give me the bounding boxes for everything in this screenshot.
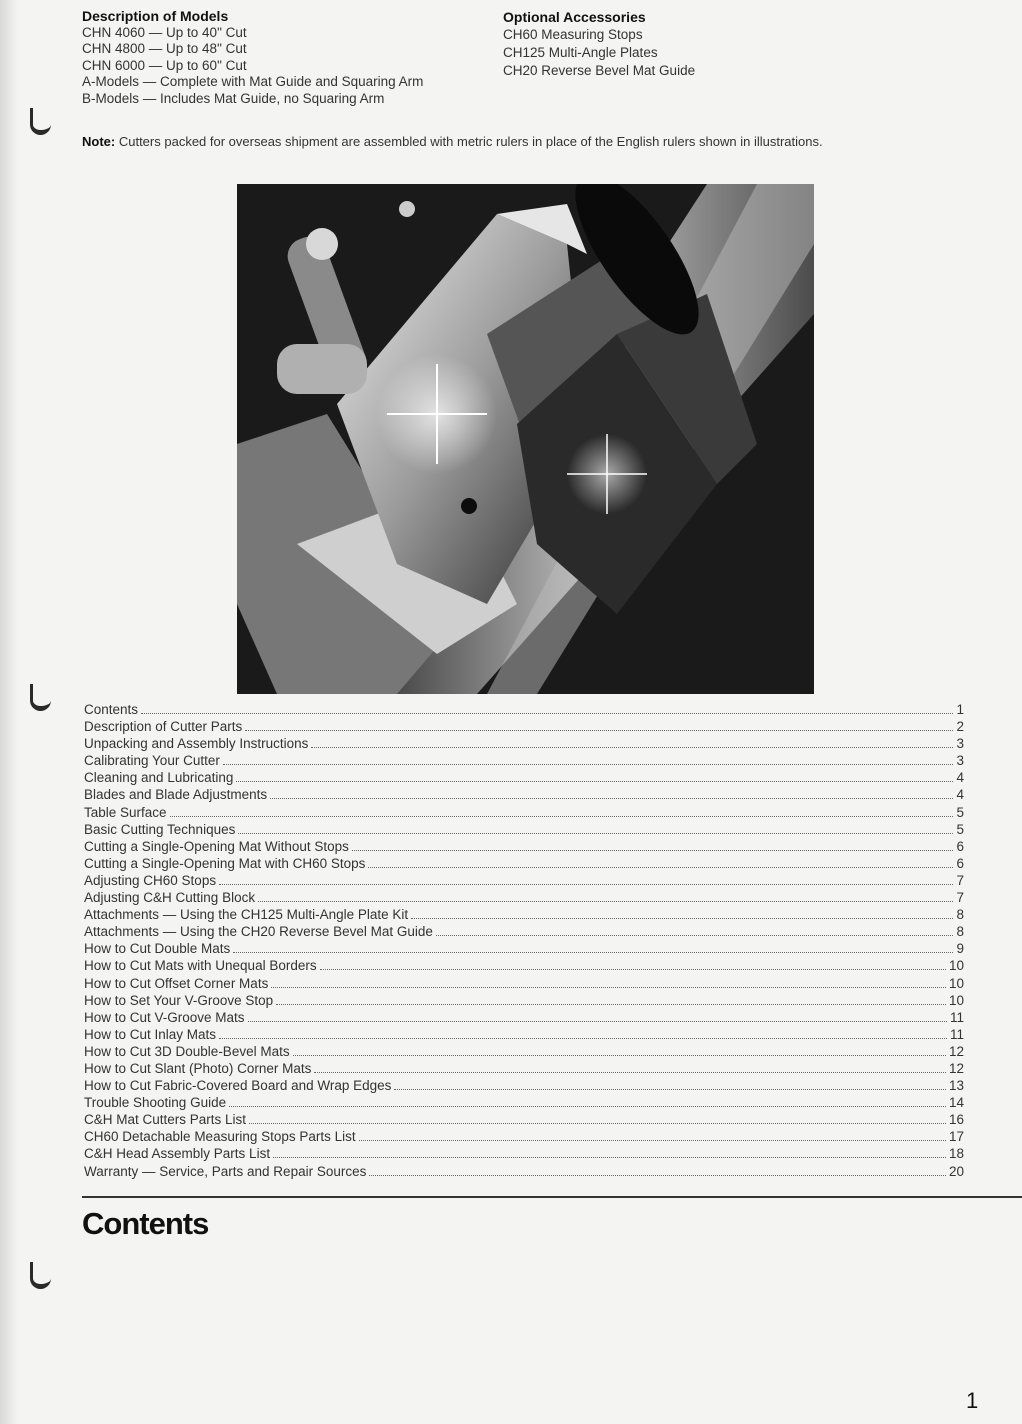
toc-entry[interactable]: [84, 1043, 964, 1060]
toc-title: Cutting a Single-Opening Mat Without Stops: [84, 838, 349, 854]
model-line: CHN 4060 — Up to 40" Cut: [82, 24, 247, 40]
toc-entry[interactable]: [84, 1077, 964, 1094]
toc-title: How to Cut V-Groove Mats: [84, 1009, 245, 1025]
punch-hole-mark: [30, 108, 51, 135]
toc-entry[interactable]: [84, 1026, 964, 1043]
toc-leader-dots: [311, 747, 953, 748]
toc-leader-dots: [352, 850, 954, 851]
cutter-head-photo: [237, 184, 814, 694]
toc-entry[interactable]: [84, 735, 964, 752]
punch-hole-mark: [30, 1262, 51, 1289]
models-description: [82, 8, 482, 107]
toc-page: 5: [956, 821, 964, 837]
toc-entry[interactable]: [84, 1145, 964, 1162]
binding-edge: [0, 0, 18, 1424]
toc-page: 11: [949, 1009, 964, 1025]
toc-title: Contents: [84, 702, 139, 717]
toc-entry[interactable]: [84, 1060, 964, 1077]
toc-page: 4: [956, 770, 964, 786]
toc-page: 5: [956, 804, 964, 820]
toc-entry[interactable]: [84, 752, 964, 769]
toc-title: Description of Cutter Parts: [84, 719, 243, 735]
toc-leader-dots: [248, 1021, 947, 1022]
toc-leader-dots: [270, 798, 953, 799]
toc-page: 6: [956, 838, 964, 854]
toc-entry[interactable]: [84, 1128, 964, 1145]
toc-leader-dots: [229, 1106, 946, 1107]
model-line: A-Models — Complete with Mat Guide and Squaring Arm: [82, 74, 424, 89]
toc-entry[interactable]: [84, 804, 964, 821]
toc-entry[interactable]: [84, 855, 964, 872]
toc-page: 3: [956, 736, 964, 752]
toc-leader-dots: [170, 816, 954, 817]
toc-title: How to Cut Double Mats: [84, 941, 231, 957]
toc-leader-dots: [219, 1038, 947, 1039]
toc-title: How to Cut 3D Double-Bevel Mats: [84, 1043, 290, 1059]
toc-title: How to Cut Fabric-Covered Board and Wrap Edges: [84, 1078, 392, 1094]
toc-page: 7: [956, 872, 964, 888]
toc-page: 4: [956, 787, 964, 803]
toc-leader-dots: [320, 969, 946, 970]
cutter-head-illustration: [237, 184, 814, 694]
toc-leader-dots: [233, 952, 953, 953]
toc-title: Blades and Blade Adjustments: [84, 787, 268, 803]
shipment-note: [82, 134, 982, 149]
toc-leader-dots: [271, 987, 946, 988]
section-title: Contents: [82, 1206, 209, 1241]
toc-leader-dots: [245, 730, 953, 731]
accessory-line: CH20 Reverse Bevel Mat Guide: [503, 63, 696, 78]
toc-title: C&H Head Assembly Parts List: [84, 1146, 271, 1162]
toc-page: 20: [948, 1163, 964, 1179]
toc-page: 13: [948, 1078, 964, 1094]
toc-entry[interactable]: [84, 1163, 964, 1180]
toc-entry[interactable]: [84, 1094, 964, 1111]
accessory-line: CH125 Multi-Angle Plates: [503, 45, 658, 60]
note-text: Cutters packed for overseas shipment are assembled with metric rulers in place of the English rulers shown in illustrations.: [118, 134, 823, 149]
toc-page: 8: [956, 924, 964, 940]
toc-leader-dots: [223, 764, 954, 765]
toc-page: 6: [956, 855, 964, 871]
toc-page: 12: [948, 1060, 964, 1076]
model-line: CHN 4800 — Up to 48" Cut: [82, 41, 247, 56]
toc-entry[interactable]: [84, 701, 964, 718]
toc-title: Adjusting CH60 Stops: [84, 872, 217, 888]
toc-title: Attachments — Using the CH20 Reverse Bevel Mat Guide: [84, 924, 433, 940]
toc-title: Cleaning and Lubricating: [84, 770, 234, 786]
toc-leader-dots: [293, 1055, 946, 1056]
toc-entry[interactable]: [84, 1111, 964, 1128]
toc-page: 3: [956, 753, 964, 769]
toc-leader-dots: [238, 833, 953, 834]
toc-entry[interactable]: [84, 992, 964, 1009]
toc-title: Basic Cutting Techniques: [84, 821, 236, 837]
toc-page: 17: [948, 1129, 964, 1145]
note-label: Note:: [82, 134, 116, 149]
toc-page: 10: [948, 958, 964, 974]
toc-page: 11: [949, 1026, 964, 1042]
toc-entry[interactable]: [84, 1009, 964, 1026]
toc-page: 8: [956, 907, 964, 923]
punch-hole-mark: [30, 684, 51, 711]
toc-leader-dots: [276, 1004, 946, 1005]
toc-entry[interactable]: [84, 957, 964, 974]
toc-leader-dots: [369, 1175, 946, 1176]
toc-page: 10: [948, 992, 964, 1008]
toc-leader-dots: [314, 1072, 946, 1073]
toc-leader-dots: [249, 1123, 946, 1124]
models-heading: Description of Models: [82, 8, 229, 24]
toc-title: Calibrating Your Cutter: [84, 753, 220, 769]
toc-entry[interactable]: [84, 821, 964, 838]
toc-title: Table Surface: [84, 804, 167, 820]
toc-title: CH60 Detachable Measuring Stops Parts List: [84, 1129, 356, 1145]
table-of-contents: [84, 701, 964, 1180]
toc-page: 16: [948, 1112, 964, 1128]
toc-entry[interactable]: [84, 889, 964, 906]
model-line: B-Models — Includes Mat Guide, no Squaring Arm: [82, 90, 385, 106]
page-number: 1: [966, 1388, 979, 1413]
toc-leader-dots: [258, 901, 953, 902]
toc-page: 14: [948, 1095, 964, 1111]
section-divider: [82, 1196, 1022, 1198]
model-line: CHN 6000 — Up to 60" Cut: [82, 57, 247, 73]
optional-accessories: [503, 8, 803, 80]
toc-entry[interactable]: [84, 975, 964, 992]
toc-title: How to Set Your V-Groove Stop: [84, 992, 274, 1008]
toc-leader-dots: [273, 1157, 946, 1158]
toc-title: Unpacking and Assembly Instructions: [84, 736, 309, 752]
toc-title: Adjusting C&H Cutting Block: [84, 890, 256, 906]
toc-title: Trouble Shooting Guide: [84, 1095, 227, 1111]
toc-page: 18: [948, 1146, 964, 1162]
toc-leader-dots: [368, 867, 953, 868]
toc-title: How to Cut Offset Corner Mats: [84, 975, 269, 991]
toc-leader-dots: [394, 1089, 946, 1090]
toc-page: 2: [956, 719, 964, 735]
toc-entry[interactable]: [84, 786, 964, 803]
toc-title: Attachments — Using the CH125 Multi-Angle Plate Kit: [84, 907, 409, 923]
toc-title: How to Cut Slant (Photo) Corner Mats: [84, 1060, 312, 1076]
toc-leader-dots: [359, 1140, 946, 1141]
toc-leader-dots: [141, 713, 953, 714]
toc-entry[interactable]: [84, 923, 964, 940]
toc-entry[interactable]: [84, 718, 964, 735]
toc-title: How to Cut Mats with Unequal Borders: [84, 958, 317, 974]
toc-entry[interactable]: [84, 940, 964, 957]
toc-leader-dots: [436, 935, 954, 936]
toc-title: C&H Mat Cutters Parts List: [84, 1112, 247, 1128]
toc-entry[interactable]: [84, 838, 964, 855]
toc-page: 10: [948, 975, 964, 991]
toc-page: 9: [956, 941, 964, 957]
accessory-line: CH60 Measuring Stops: [503, 27, 643, 42]
toc-entry[interactable]: [84, 769, 964, 786]
toc-page: 1: [956, 702, 964, 717]
toc-entry[interactable]: [84, 872, 964, 889]
toc-page: 7: [956, 890, 964, 906]
toc-title: Cutting a Single-Opening Mat with CH60 Stops: [84, 855, 366, 871]
toc-leader-dots: [411, 918, 953, 919]
toc-title: Warranty — Service, Parts and Repair Sources: [84, 1163, 367, 1179]
toc-title: How to Cut Inlay Mats: [84, 1026, 217, 1042]
toc-leader-dots: [219, 884, 953, 885]
accessories-heading: Optional Accessories: [503, 9, 646, 25]
toc-page: 12: [948, 1043, 964, 1059]
toc-entry[interactable]: [84, 906, 964, 923]
toc-leader-dots: [236, 781, 953, 782]
